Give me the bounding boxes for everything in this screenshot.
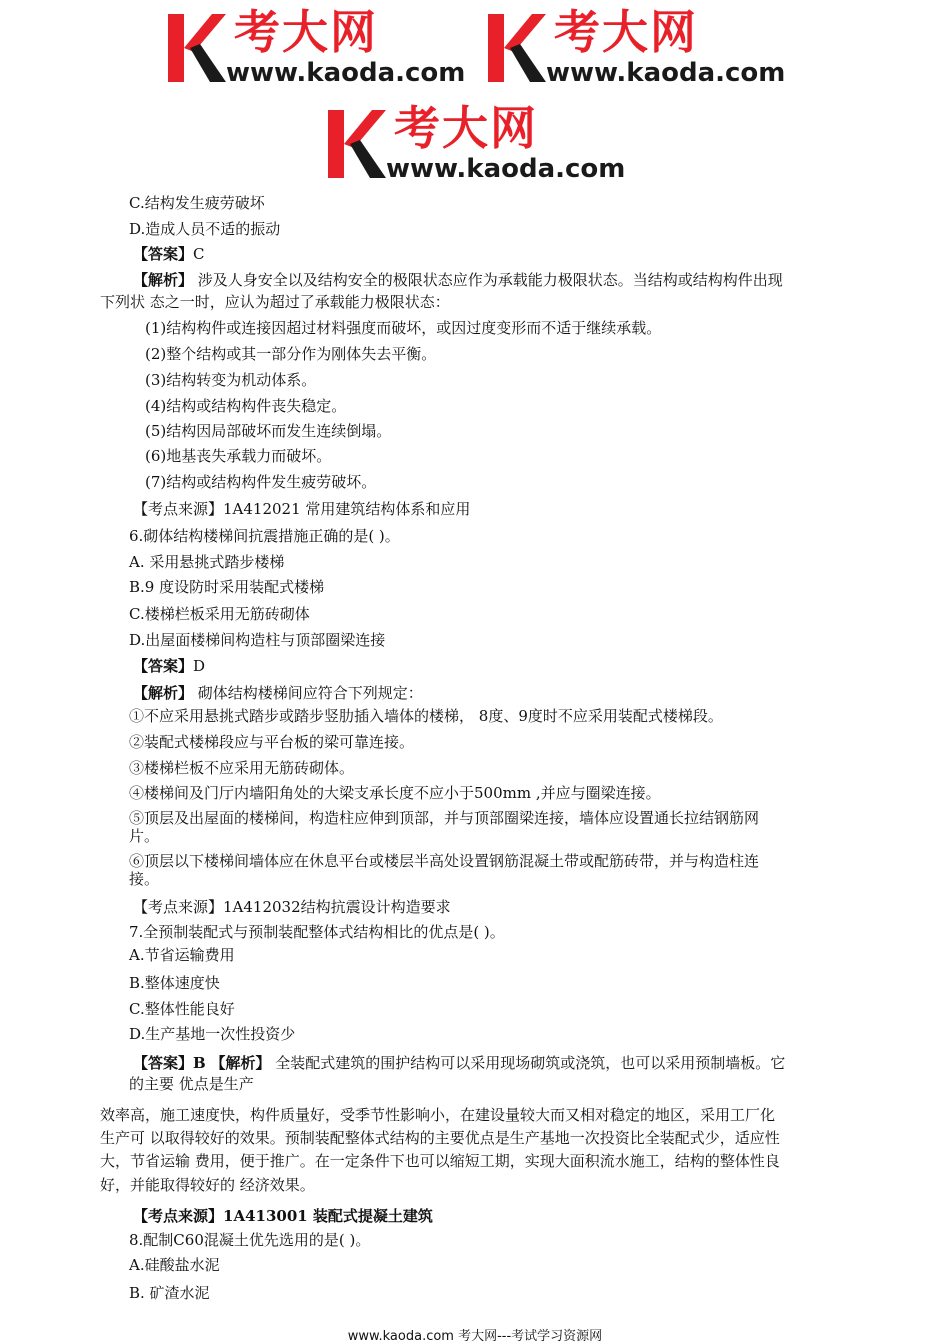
q6-item-5: ⑤顶层及出屋面的楼梯间，构造柱应伸到顶部，并与顶部圈梁连接，墙体应设置通长拉结钢筋网	[129, 809, 760, 827]
q7-analysis-line2: 的主要 优点是生产	[129, 1075, 254, 1093]
q6-item-3: ③楼梯栏板不应采用无筋砖砌体。	[129, 759, 355, 777]
page-footer: www.kaoda.com 考大网---考试学习资源网	[347, 1329, 603, 1344]
q7-option-a: A.节省运输费用	[129, 946, 235, 964]
k-logo-icon	[168, 14, 226, 82]
logo-top-left	[168, 5, 488, 88]
q6-item-6: ⑥顶层以下楼梯间墙体应在休息平台或楼层半高处设置钢筋混凝土带或配筋砖带，并与构造柱连	[129, 852, 760, 870]
q6-item-6-cont: 接。	[129, 870, 160, 888]
q5-source: 【考点来源】1A412021 常用建筑结构体系和应用	[133, 500, 471, 518]
q5-item: (3)结构转变为机动体系。	[145, 371, 317, 389]
q6-option-b: B.9 度设防时采用装配式楼梯	[129, 578, 325, 596]
q8-option-a: A.硅酸盐水泥	[129, 1256, 220, 1274]
answer-value: D	[193, 657, 206, 675]
q8-option-b: B. 矿渣水泥	[129, 1284, 210, 1302]
q7-paragraph-line3: 大，节省运输 费用，便于推广。在一定条件下也可以缩短工期，实现大面积流水施工，结构的整体性良	[100, 1152, 780, 1170]
logo-brand: 考大网	[394, 101, 538, 155]
q6-item-4: ④楼梯间及门厅内墙阳角处的大梁支承长度不应小于500mm ,并应与圈梁连接。	[129, 784, 661, 802]
logo-url: www.kaoda.com	[226, 58, 466, 88]
logo-top-right	[488, 5, 808, 88]
answer-label: 【答案】	[133, 1054, 194, 1072]
k-logo-icon	[488, 14, 546, 82]
q7-stem: 7.全预制装配式与预制装配整体式结构相比的优点是( )。	[129, 923, 505, 941]
q5-item: (1)结构构件或连接因超过材料强度而破坏，或因过度变形而不适于继续承载。	[145, 319, 662, 337]
q6-option-c: C.楼梯栏板采用无筋砖砌体	[129, 605, 310, 623]
analysis-label: 【解析】	[133, 684, 194, 702]
answer-label: 【答案】	[133, 245, 194, 263]
analysis-text: 砌体结构楼梯间应符合下列规定：	[193, 684, 423, 702]
logo-url: www.kaoda.com	[386, 154, 626, 184]
q6-option-d: D.出屋面楼梯间构造柱与顶部圈梁连接	[129, 631, 386, 649]
q8-stem: 8.配制C60混凝土优先选用的是( )。	[129, 1231, 371, 1249]
q6-item-1: ①不应采用悬挑式踏步或踏步竖肋插入墙体的楼梯， 8度、9度时不应采用装配式楼梯段。	[129, 707, 723, 725]
q6-answer	[133, 657, 205, 675]
analysis-text: 全装配式建筑的围护结构可以采用现场砌筑或浇筑，也可以采用预制墙板。它	[270, 1054, 786, 1072]
q5-option-c: C.结构发生疲劳破坏	[129, 194, 265, 212]
q5-analysis-line1	[133, 271, 783, 289]
analysis-label: 【解析】	[133, 271, 194, 289]
analysis-text: 涉及人身安全以及结构安全的极限状态应作为承载能力极限状态。当结构或结构构件出现	[193, 271, 783, 289]
q7-answer-analysis	[133, 1054, 785, 1072]
q6-option-a: A. 采用悬挑式踏步楼梯	[129, 553, 285, 571]
q5-item: (7)结构或结构构件发生疲劳破坏。	[145, 473, 377, 491]
q5-item: (2)整个结构或其一部分作为刚体失去平衡。	[145, 345, 437, 363]
q6-source: 【考点来源】1A412032结构抗震设计构造要求	[133, 898, 451, 916]
q7-source: 【考点来源】1A413001 装配式提凝土建筑	[133, 1207, 433, 1225]
answer-label: 【答案】	[133, 657, 194, 675]
q6-stem: 6.砌体结构楼梯间抗震措施正确的是( )。	[129, 527, 400, 545]
logo-url: www.kaoda.com	[546, 58, 786, 88]
analysis-label: 【解析】	[210, 1054, 271, 1072]
answer-value: C	[193, 245, 205, 263]
q5-option-d: D.造成人员不适的振动	[129, 220, 281, 238]
q7-option-c: C.整体性能良好	[129, 1000, 235, 1018]
q6-item-5-cont: 片。	[129, 827, 160, 845]
q5-answer	[133, 245, 205, 263]
q6-item-2: ②装配式楼梯段应与平台板的梁可靠连接。	[129, 733, 415, 751]
q7-paragraph-line4: 好，并能取得较好的 经济效果。	[100, 1176, 315, 1194]
q7-option-b: B.整体速度快	[129, 974, 220, 992]
q5-analysis-line2: 下列状 态之一时，应认为超过了承载能力极限状态：	[100, 293, 450, 311]
logo-center	[328, 101, 648, 184]
q6-analysis	[133, 684, 423, 702]
logo-brand: 考大网	[554, 5, 698, 59]
logo-brand: 考大网	[234, 5, 378, 59]
answer-value: B	[193, 1054, 206, 1072]
q7-paragraph-line2: 生产可 以取得较好的效果。预制装配整体式结构的主要优点是生产基地一次投资比全装配式少，适应性	[100, 1129, 780, 1147]
q5-item: (5)结构因局部破坏而发生连续倒塌。	[145, 422, 392, 440]
q5-item: (6)地基丧失承载力而破坏。	[145, 447, 332, 465]
q7-paragraph-line1: 效率高，施工速度快，构件质量好，受季节性影响小，在建设量较大而又相对稳定的地区，采用工厂化	[100, 1106, 776, 1124]
k-logo-icon	[328, 110, 386, 178]
q7-option-d: D.生产基地一次性投资少	[129, 1025, 296, 1043]
q5-item: (4)结构或结构构件丧失稳定。	[145, 397, 347, 415]
